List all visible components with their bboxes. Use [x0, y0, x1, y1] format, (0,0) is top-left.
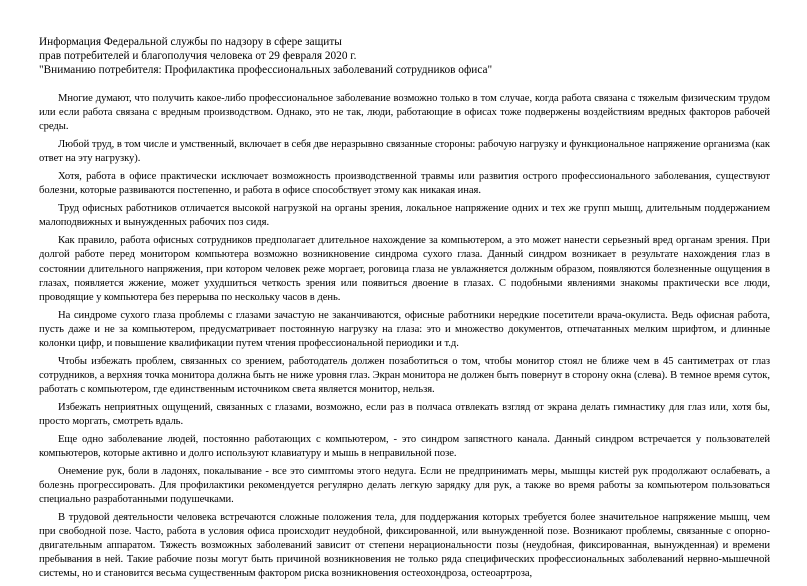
paragraph: Как правило, работа офисных сотрудников предполагает длительное нахождение за компьютером, а это может нанести серьезный вред органам зрения. При долгой работе перед монитором компьютера возможно возникновение синдрома сухого глаза. Данный синдром возникает в результате нахождения глаз в состоянии длительного напряжения, при котором человек реже моргает, роговица глаза не увлажняется должным образом, появляются болезненные ощущения в глазах, появляется жжение, может ухудшиться четкость зрения или появиться двоение в глазах. С подобными явлениями знакомы практически все люди, проводящие у компьютера без перерыва по нескольку часов в день.: [39, 235, 770, 303]
paragraph: Избежать неприятных ощущений, связанных с глазами, возможно, если раз в полчаса отвлекать взгляд от экрана делать гимнастику для глаз или, хотя бы, просто моргать, смотреть вдаль.: [39, 401, 770, 427]
paragraph: На синдроме сухого глаза проблемы с глазами зачастую не заканчиваются, офисные работники нередкие посетители врача-окулиста. Ведь офисная работа, пусть даже и не за компьютером, предусматривает постоянную нагрузку на глаза: это и множество документов, отпечатанных мелким шрифтом, и длинные колонки цифр, и повышение квалификации путем чтения профессиональной периодики и т.д.: [39, 309, 770, 349]
paragraph: Онемение рук, боли в ладонях, покалывание - все это симптомы этого недуга. Если не предпринимать меры, мышцы кистей рук продолжают ослабевать, а болезнь прогрессировать. Для профилактики рекомендуется регулярно делать легкую зарядку для рук, а также во время работы за компьютером пользоваться специально разработанными подушечками.: [39, 466, 770, 506]
document-page: [39, 35, 770, 586]
paragraph: В трудовой деятельности человека встречаются сложные положения тела, для поддержания которых требуется более значительное напряжение мышц, чем при свободной позе. Часто, работа в условия офиса происходит неудобной, фиксированной, или вынужденной позе. Возникают проблемы, связанные с опорно-двигательным аппаратом. Тяжесть возможных заболеваний зависит от степени нерациональности позы (неудобная, фиксированная, вынужденная) и времени пребывания в ней. Такие рабочие позы могут быть причиной возникновения не только ряда специфических профессиональных заболеваний нервно-мышечной системы, но и становится весьма существенным фактором риска возникновения остеохондроза, остеоартроза,: [39, 512, 770, 580]
paragraph: Труд офисных работников отличается высокой нагрузкой на органы зрения, локальное напряжение одних и тех же групп мышц, длительным поддержанием малоподвижных и вынужденных рабочих поз сидя.: [39, 203, 770, 229]
document-header: [39, 35, 770, 77]
document-body: [39, 92, 770, 582]
header-line-date: прав потребителей и благополучия человека от 29 февраля 2020 г.: [39, 50, 357, 62]
paragraph: Любой труд, в том числе и умственный, включает в себя две неразрывно связанные стороны: рабочую нагрузку и функциональное напряжение организма (как ответ на эту нагрузку).: [39, 139, 770, 165]
paragraph: Хотя, работа в офисе практически исключает возможность производственной травмы или развития острого профессионального заболевания, существуют болезни, которые развиваются постепенно, и работа в офисе способствует этому как никакая иная.: [39, 171, 770, 197]
paragraph: Многие думают, что получить какое-либо профессиональное заболевание возможно только в том случае, когда работа связана с тяжелым физическим трудом или если работа связана с вредным производством. Однако, это не так, люди, работающие в офисах тоже подвержены воздействиям вредных факторов рабочей среды.: [39, 93, 770, 133]
paragraph: Чтобы избежать проблем, связанных со зрением, работодатель должен позаботиться о том, чтобы монитор стоял не ближе чем в 45 сантиметрах от глаз сотрудников, а верхняя точка монитора должна быть не ниже уровня глаз. Экран монитора не должен быть повернут в сторону окна (слева). В темное время суток, работать с компьютером, где единственным источником света является монитор, нельзя.: [39, 355, 770, 395]
paragraph: Еще одно заболевание людей, постоянно работающих с компьютером, - это синдром запястного канала. Данный синдром встречается у пользователей компьютеров, которые активно и долго используют клавиатуру и мышь в неправильной позе.: [39, 434, 770, 460]
header-line-agency: Информация Федеральной службы по надзору в сфере защиты: [39, 36, 342, 48]
header-line-title: "Вниманию потребителя: Профилактика профессиональных заболеваний сотрудников офиса": [39, 64, 493, 76]
